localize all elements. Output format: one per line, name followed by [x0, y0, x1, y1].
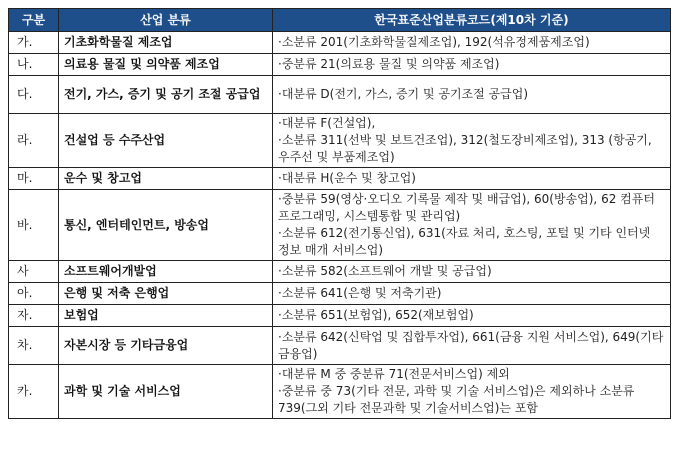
row-code: 차.	[9, 327, 59, 365]
row-industry-name: 자본시장 등 기타금융업	[59, 327, 273, 365]
row-ksic-description	[273, 114, 671, 168]
ksic-line: ·대분류 D(전기, 가스, 증기 및 공기조절 공급업)	[278, 87, 528, 101]
header-category: 구분	[9, 9, 59, 32]
table-row	[9, 76, 671, 114]
row-code: 마.	[9, 168, 59, 190]
ksic-line: ·소분류 651(보험업), 652(재보험업)	[278, 308, 474, 322]
row-industry-name: 운수 및 창고업	[59, 168, 273, 190]
ksic-line: ·중분류 중 73(기타 전문, 과학 및 기술 서비스업)은 제외하나 소분류 739(그외 기타 전문과학 및 기술서비스업)는 포함	[278, 384, 639, 415]
row-industry-name: 기초화학물질 제조업	[59, 32, 273, 54]
ksic-line: ·소분류 642(신탁업 및 집합투자업), 661(금융 지원 서비스업), 649(기타금융업)	[278, 329, 664, 361]
row-ksic-description	[273, 283, 671, 305]
ksic-line: ·소분류 311(선박 및 보트건조업), 312(철도장비제조업), 313 (항공기, 우주선 및 부품제조업)	[278, 133, 656, 164]
row-code: 사	[9, 261, 59, 283]
row-industry-name: 소프트웨어개발업	[59, 261, 273, 283]
table-row	[9, 114, 671, 168]
header-industry: 산업 분류	[59, 9, 273, 32]
row-industry-name: 의료용 물질 및 의약품 제조업	[59, 54, 273, 76]
row-code: 라.	[9, 114, 59, 168]
ksic-line: ·대분류 H(운수 및 창고업)	[278, 171, 416, 185]
row-code: 바.	[9, 190, 59, 261]
row-industry-name: 통신, 엔터테인먼트, 방송업	[59, 190, 273, 261]
table-header-row	[9, 9, 671, 32]
table-row	[9, 305, 671, 327]
row-code: 자.	[9, 305, 59, 327]
row-code: 가.	[9, 32, 59, 54]
table-row	[9, 261, 671, 283]
ksic-line: ·소분류 612(전기통신업), 631(자료 처리, 호스팅, 포털 및 기타 인터넷 정보 매개 서비스업)	[278, 226, 655, 257]
ksic-line: ·중분류 59(영상·오디오 기록물 제작 및 배급업), 60(방송업), 62 컴퓨터프로그래밍, 시스템통합 및 관리업)	[278, 192, 655, 223]
row-industry-name: 과학 및 기술 서비스업	[59, 365, 273, 419]
row-ksic-description	[273, 305, 671, 327]
table-row	[9, 32, 671, 54]
row-industry-name: 건설업 등 수주산업	[59, 114, 273, 168]
ksic-line: ·대분류 F(건설업),	[278, 116, 376, 130]
table-row	[9, 190, 671, 261]
row-ksic-description	[273, 190, 671, 261]
row-ksic-description	[273, 54, 671, 76]
industry-classification-table	[8, 8, 671, 419]
header-ksic-code: 한국표준산업분류코드(제10차 기준)	[273, 9, 671, 32]
table-row	[9, 168, 671, 190]
row-ksic-description	[273, 76, 671, 114]
table-row	[9, 283, 671, 305]
table-row	[9, 365, 671, 419]
row-code: 아.	[9, 283, 59, 305]
ksic-line: ·소분류 641(은행 및 저축기관)	[278, 286, 442, 300]
row-ksic-description	[273, 32, 671, 54]
row-code: 카.	[9, 365, 59, 419]
row-industry-name: 보험업	[59, 305, 273, 327]
row-code: 다.	[9, 76, 59, 114]
ksic-line: ·소분류 582(소프트웨어 개발 및 공급업)	[278, 264, 492, 278]
ksic-line: ·중분류 21(의료용 물질 및 의약품 제조업)	[278, 57, 500, 71]
table-row	[9, 54, 671, 76]
row-code: 나.	[9, 54, 59, 76]
row-ksic-description	[273, 261, 671, 283]
row-ksic-description	[273, 365, 671, 419]
table-row	[9, 327, 671, 365]
ksic-line: ·소분류 201(기초화학물질제조업), 192(석유정제품제조업)	[278, 35, 590, 49]
row-ksic-description	[273, 327, 671, 365]
row-industry-name: 전기, 가스, 증기 및 공기 조절 공급업	[59, 76, 273, 114]
row-ksic-description	[273, 168, 671, 190]
row-industry-name: 은행 및 저축 은행업	[59, 283, 273, 305]
ksic-line: ·대분류 M 중 중분류 71(전문서비스업) 제외	[278, 367, 510, 381]
